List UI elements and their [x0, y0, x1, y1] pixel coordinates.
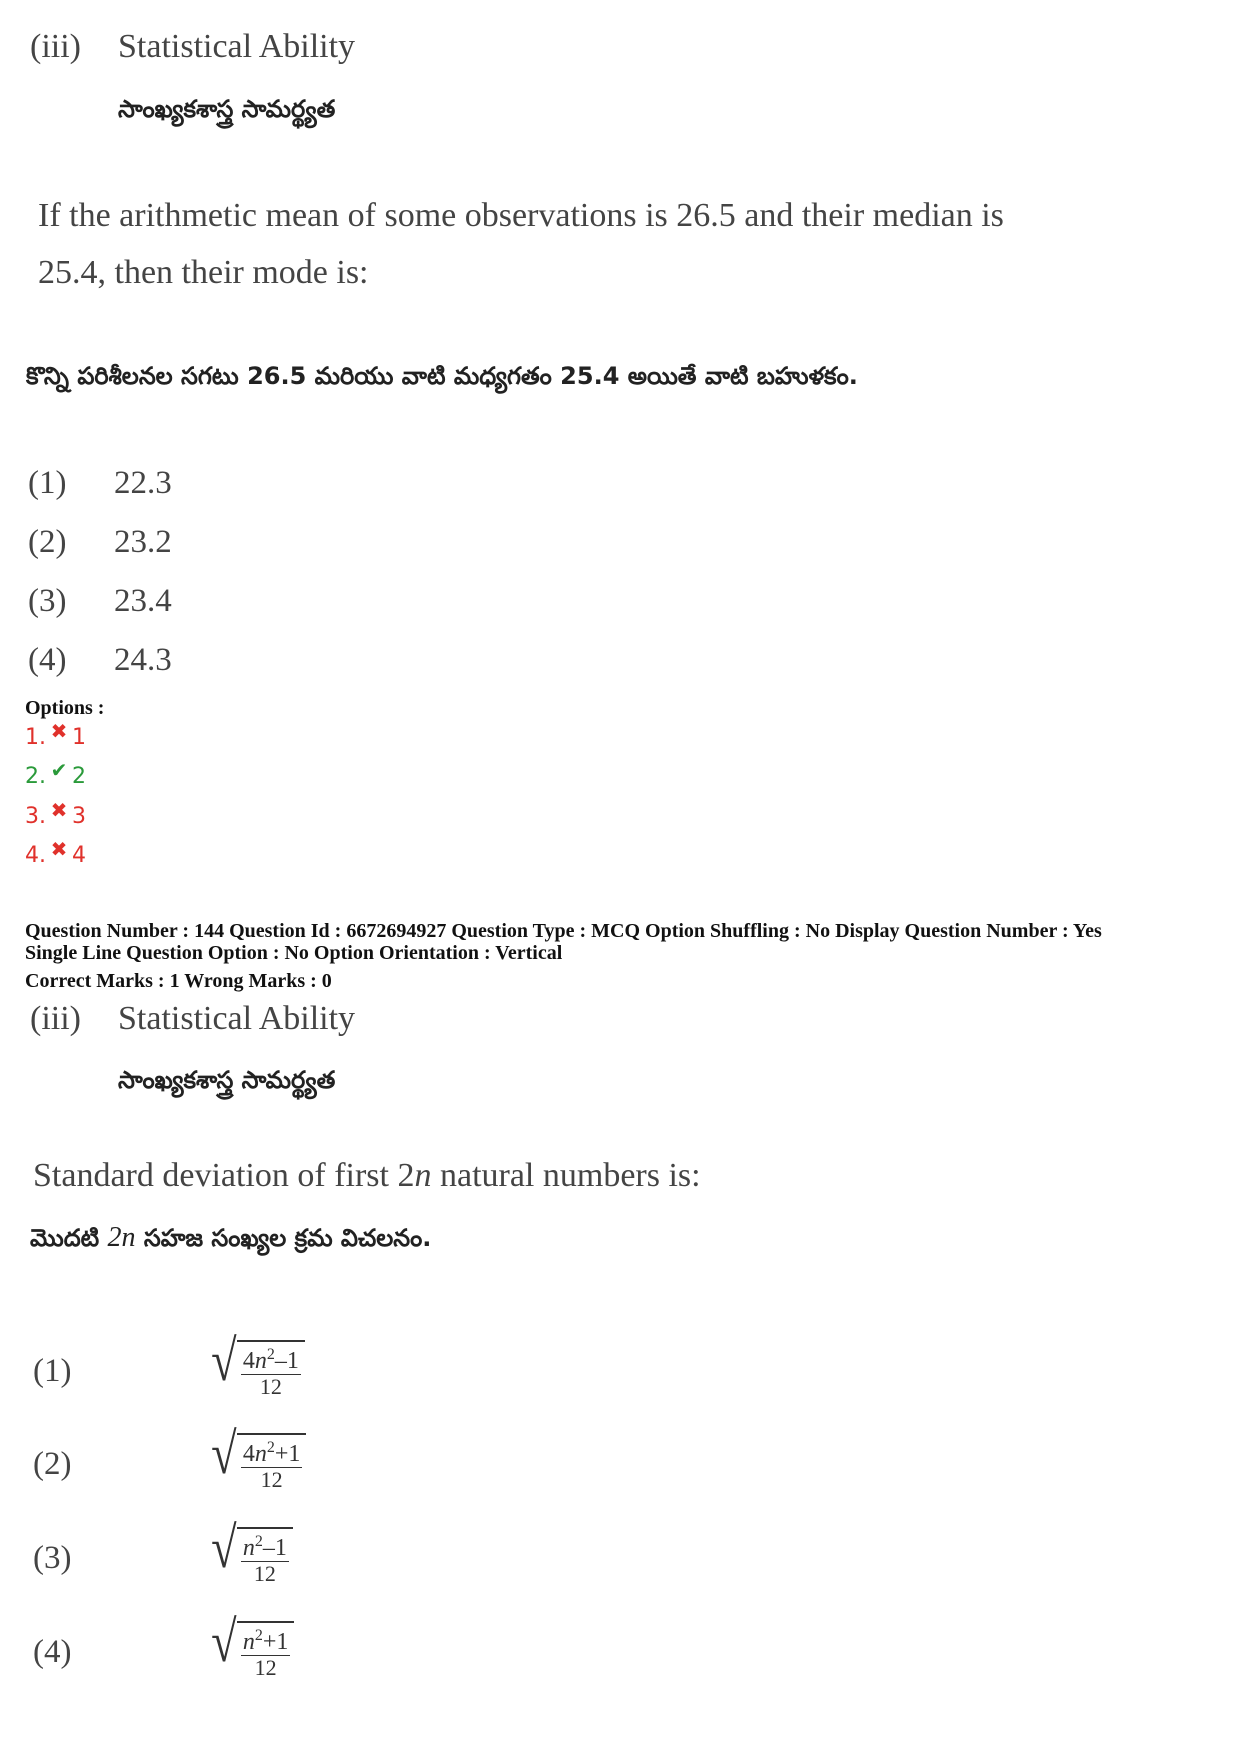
result-row: [25, 837, 86, 868]
result-index: 3.: [25, 804, 46, 829]
denominator: 12: [259, 1374, 282, 1399]
question-meta-marks: Correct Marks : 1 Wrong Marks : 0: [25, 970, 332, 992]
tail: +1: [262, 1629, 289, 1655]
topic-number: (iii): [30, 1000, 81, 1037]
question-meta-line1: Question Number : 144 Question Id : 6672694927 Question Type : MCQ Option Shuffling : No Display Question Number : Yes: [25, 920, 1102, 942]
cross-icon: ✖: [50, 837, 68, 861]
exp: 2: [254, 1533, 263, 1550]
option-formula: [208, 1421, 306, 1492]
option-number: (1): [33, 1353, 72, 1389]
topic-title-telugu: సాంఖ్యకశాస్త్ర సామర్థ్యత: [118, 1066, 336, 1094]
tail: +1: [274, 1441, 301, 1467]
telugu-math: 2n: [107, 1222, 136, 1253]
tail: –1: [262, 1535, 287, 1561]
question-text-line1: If the arithmetic mean of some observations is 26.5 and their median is: [38, 197, 1004, 234]
tail: –1: [274, 1348, 299, 1374]
question-text: [33, 1157, 701, 1195]
option-formula: [208, 1609, 294, 1680]
result-value: 1: [72, 725, 86, 750]
option-value: 24.3: [114, 642, 172, 678]
option-number: (2): [28, 524, 67, 560]
result-row: [25, 798, 86, 829]
option-number: (1): [28, 465, 67, 501]
var: n: [242, 1535, 255, 1561]
question-text-pre: Standard deviation of first 2: [33, 1157, 415, 1194]
result-index: 1.: [25, 725, 46, 750]
sqrt-icon: √: [211, 1609, 237, 1674]
telugu-post: సహజ సంఖ్యల క్రమ విచలనం.: [135, 1224, 432, 1252]
cross-icon: ✖: [50, 719, 68, 743]
exp: 2: [266, 1439, 275, 1456]
sqrt-icon: √: [211, 1421, 237, 1486]
option-formula: [208, 1328, 305, 1399]
denominator: 12: [253, 1561, 276, 1586]
var: n: [254, 1348, 267, 1374]
topic-title-telugu: సాంఖ్యకశాస్త్ర సామర్థ్యత: [118, 95, 336, 123]
topic-title: Statistical Ability: [118, 28, 356, 65]
question-text-post: natural numbers is:: [431, 1157, 701, 1194]
result-value: 3: [72, 804, 86, 829]
result-row: [25, 758, 86, 789]
sqrt-icon: √: [211, 1515, 237, 1580]
check-icon: ✔: [50, 758, 68, 782]
denominator: 12: [260, 1467, 283, 1492]
question-text-telugu: [30, 1222, 431, 1258]
var: n: [254, 1441, 267, 1467]
var: n: [242, 1629, 255, 1655]
telugu-pre: మొదటి: [30, 1224, 108, 1252]
result-value: 4: [72, 843, 86, 868]
option-value: 22.3: [114, 465, 172, 501]
question-variable: n: [414, 1157, 432, 1194]
exp: 2: [266, 1346, 275, 1363]
option-number: (2): [33, 1446, 72, 1482]
option-value: 23.2: [114, 524, 172, 560]
options-label: Options :: [25, 697, 105, 719]
sqrt-icon: √: [211, 1328, 237, 1393]
topic-title: Statistical Ability: [118, 1000, 356, 1037]
cross-icon: ✖: [50, 798, 68, 822]
result-index: 2.: [25, 764, 46, 789]
result-value: 2: [72, 764, 86, 789]
exp: 2: [254, 1627, 263, 1644]
topic-number: (iii): [30, 28, 81, 65]
option-number: (3): [33, 1540, 72, 1576]
option-number: (4): [33, 1634, 72, 1670]
result-index: 4.: [25, 843, 46, 868]
result-row: [25, 719, 86, 750]
option-value: 23.4: [114, 583, 172, 619]
option-number: (3): [28, 583, 67, 619]
denominator: 12: [254, 1655, 277, 1680]
question-meta-line2: Single Line Question Option : No Option Orientation : Vertical: [25, 942, 563, 964]
option-number: (4): [28, 642, 67, 678]
coef: 4: [242, 1441, 255, 1467]
question-text-telugu: కొన్ని పరిశీలనల సగటు 26.5 మరియు వాటి మధ్యగతం 25.4 అయితే వాటి బహుళకం.: [26, 362, 858, 390]
coef: 4: [242, 1348, 255, 1374]
option-formula: [208, 1515, 293, 1586]
question-text-line2: 25.4, then their mode is:: [38, 254, 369, 291]
